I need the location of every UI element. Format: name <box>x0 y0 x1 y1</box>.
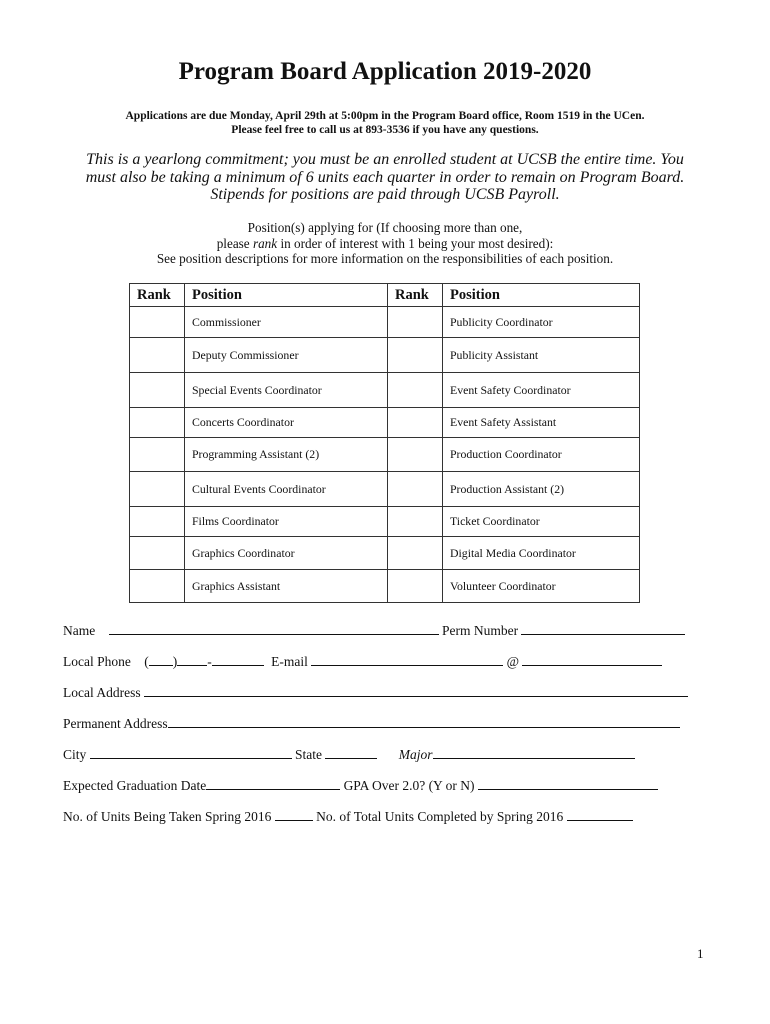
position-label: Production Coordinator <box>443 438 640 472</box>
table-row <box>130 438 640 472</box>
name-field[interactable] <box>109 622 439 635</box>
header-position-left: Position <box>185 284 388 307</box>
position-label: Cultural Events Coordinator <box>185 472 388 507</box>
permanent-address-label: Permanent Address <box>63 716 168 731</box>
perm-number-field[interactable] <box>521 622 685 635</box>
rank-input-cell[interactable] <box>130 373 185 408</box>
position-label: Digital Media Coordinator <box>443 537 640 570</box>
rank-input-cell[interactable] <box>130 438 185 472</box>
page-number: 1 <box>697 946 704 961</box>
email-domain-field[interactable] <box>522 653 662 666</box>
graduation-row <box>63 777 703 794</box>
email-user-field[interactable] <box>311 653 503 666</box>
instructions-line-3: See position descriptions for more information on the responsibilities of each position. <box>156 251 614 267</box>
city-row <box>63 746 703 763</box>
instructions-line-2 <box>40 236 730 252</box>
phone-area-open: ( <box>144 654 149 669</box>
major-label: Major <box>398 747 433 762</box>
phone-area-field[interactable] <box>149 653 173 666</box>
table-row <box>130 570 640 603</box>
phone-row <box>63 653 703 670</box>
permanent-address-row <box>63 715 703 732</box>
gpa-label: GPA Over 2.0? (Y or N) <box>343 778 475 793</box>
commitment-notice <box>55 151 715 204</box>
commitment-line-1: This is a yearlong commitment; you must be an enrolled student at UCSB the entire time. You <box>86 151 684 168</box>
email-label: E-mail <box>271 654 308 669</box>
position-label: Commissioner <box>185 307 388 338</box>
header-position-right: Position <box>443 284 640 307</box>
position-label: Ticket Coordinator <box>443 507 640 537</box>
local-address-field[interactable] <box>144 684 688 697</box>
position-label: Graphics Coordinator <box>185 537 388 570</box>
rank-input-cell[interactable] <box>388 438 443 472</box>
positions-table <box>129 283 640 603</box>
position-label: Programming Assistant (2) <box>185 438 388 472</box>
perm-number-label: Perm Number <box>441 623 519 638</box>
header-rank-left: Rank <box>130 284 185 307</box>
page-title: Program Board Application 2019-2020 <box>178 58 592 85</box>
position-label: Production Assistant (2) <box>443 472 640 507</box>
table-row <box>130 373 640 408</box>
position-label: Films Coordinator <box>185 507 388 537</box>
graduation-date-field[interactable] <box>206 777 340 790</box>
rank-input-cell[interactable] <box>130 570 185 603</box>
rank-input-cell[interactable] <box>388 307 443 338</box>
rank-instructions <box>40 220 730 267</box>
rank-input-cell[interactable] <box>130 537 185 570</box>
due-line-1: Applications are due Monday, April 29th at 5:00pm in the Program Board office, Room 1519 in the UCen. <box>125 110 645 122</box>
permanent-address-field[interactable] <box>168 715 680 728</box>
position-label: Graphics Assistant <box>185 570 388 603</box>
table-row <box>130 307 640 338</box>
instructions-line-2a: please <box>216 235 253 251</box>
table-row <box>130 507 640 537</box>
rank-input-cell[interactable] <box>388 570 443 603</box>
rank-input-cell[interactable] <box>388 338 443 373</box>
rank-input-cell[interactable] <box>130 472 185 507</box>
city-field[interactable] <box>90 746 292 759</box>
local-phone-label: Local Phone <box>63 654 131 669</box>
commitment-line-2: must also be taking a minimum of 6 units each quarter in order to remain on Program Board. <box>85 168 685 186</box>
units-taken-field[interactable] <box>275 808 313 821</box>
rank-input-cell[interactable] <box>130 338 185 373</box>
email-at-sign: @ <box>506 654 520 669</box>
rank-input-cell[interactable] <box>130 307 185 338</box>
table-row <box>130 338 640 373</box>
instructions-rank-word: rank <box>252 235 278 251</box>
position-label: Deputy Commissioner <box>185 338 388 373</box>
position-label: Publicity Coordinator <box>443 307 640 338</box>
commitment-line-3: Stipends for positions are paid through UCSB Payroll. <box>210 186 560 203</box>
rank-input-cell[interactable] <box>388 537 443 570</box>
rank-input-cell[interactable] <box>130 408 185 438</box>
phone-dash: - <box>207 654 212 669</box>
due-notice <box>60 109 710 137</box>
name-row <box>63 622 703 639</box>
rank-input-cell[interactable] <box>388 408 443 438</box>
table-row <box>130 472 640 507</box>
phone-line-field[interactable] <box>212 653 264 666</box>
position-label: Event Safety Coordinator <box>443 373 640 408</box>
major-field[interactable] <box>433 746 635 759</box>
table-row <box>130 408 640 438</box>
name-label: Name <box>63 623 96 638</box>
table-header-row <box>130 284 640 307</box>
due-line-2: Please feel free to call us at 893-3536 if you have any questions. <box>231 124 539 136</box>
rank-input-cell[interactable] <box>388 373 443 408</box>
units-taken-label: No. of Units Being Taken Spring 2016 <box>63 809 272 824</box>
units-completed-label: No. of Total Units Completed by Spring 2016 <box>316 809 564 824</box>
local-address-row <box>63 684 703 701</box>
city-label: City <box>63 747 87 762</box>
position-label: Volunteer Coordinator <box>443 570 640 603</box>
instructions-line-2b: in order of interest with 1 being your most desired): <box>277 235 554 251</box>
state-field[interactable] <box>325 746 377 759</box>
position-label: Special Events Coordinator <box>185 373 388 408</box>
position-label: Publicity Assistant <box>443 338 640 373</box>
position-label: Concerts Coordinator <box>185 408 388 438</box>
phone-prefix-field[interactable] <box>177 653 207 666</box>
graduation-date-label: Expected Graduation Date <box>63 778 207 793</box>
instructions-line-1: Position(s) applying for (If choosing more than one, <box>247 220 523 235</box>
rank-input-cell[interactable] <box>130 507 185 537</box>
position-label: Event Safety Assistant <box>443 408 640 438</box>
local-address-label: Local Address <box>63 685 141 700</box>
table-row <box>130 537 640 570</box>
phone-area-close: ) <box>172 654 178 669</box>
rank-input-cell[interactable] <box>388 472 443 507</box>
gpa-field[interactable] <box>478 777 658 790</box>
rank-input-cell[interactable] <box>388 507 443 537</box>
state-label: State <box>295 747 323 762</box>
units-completed-field[interactable] <box>567 808 633 821</box>
units-row <box>63 808 703 825</box>
header-rank-right: Rank <box>388 284 443 307</box>
